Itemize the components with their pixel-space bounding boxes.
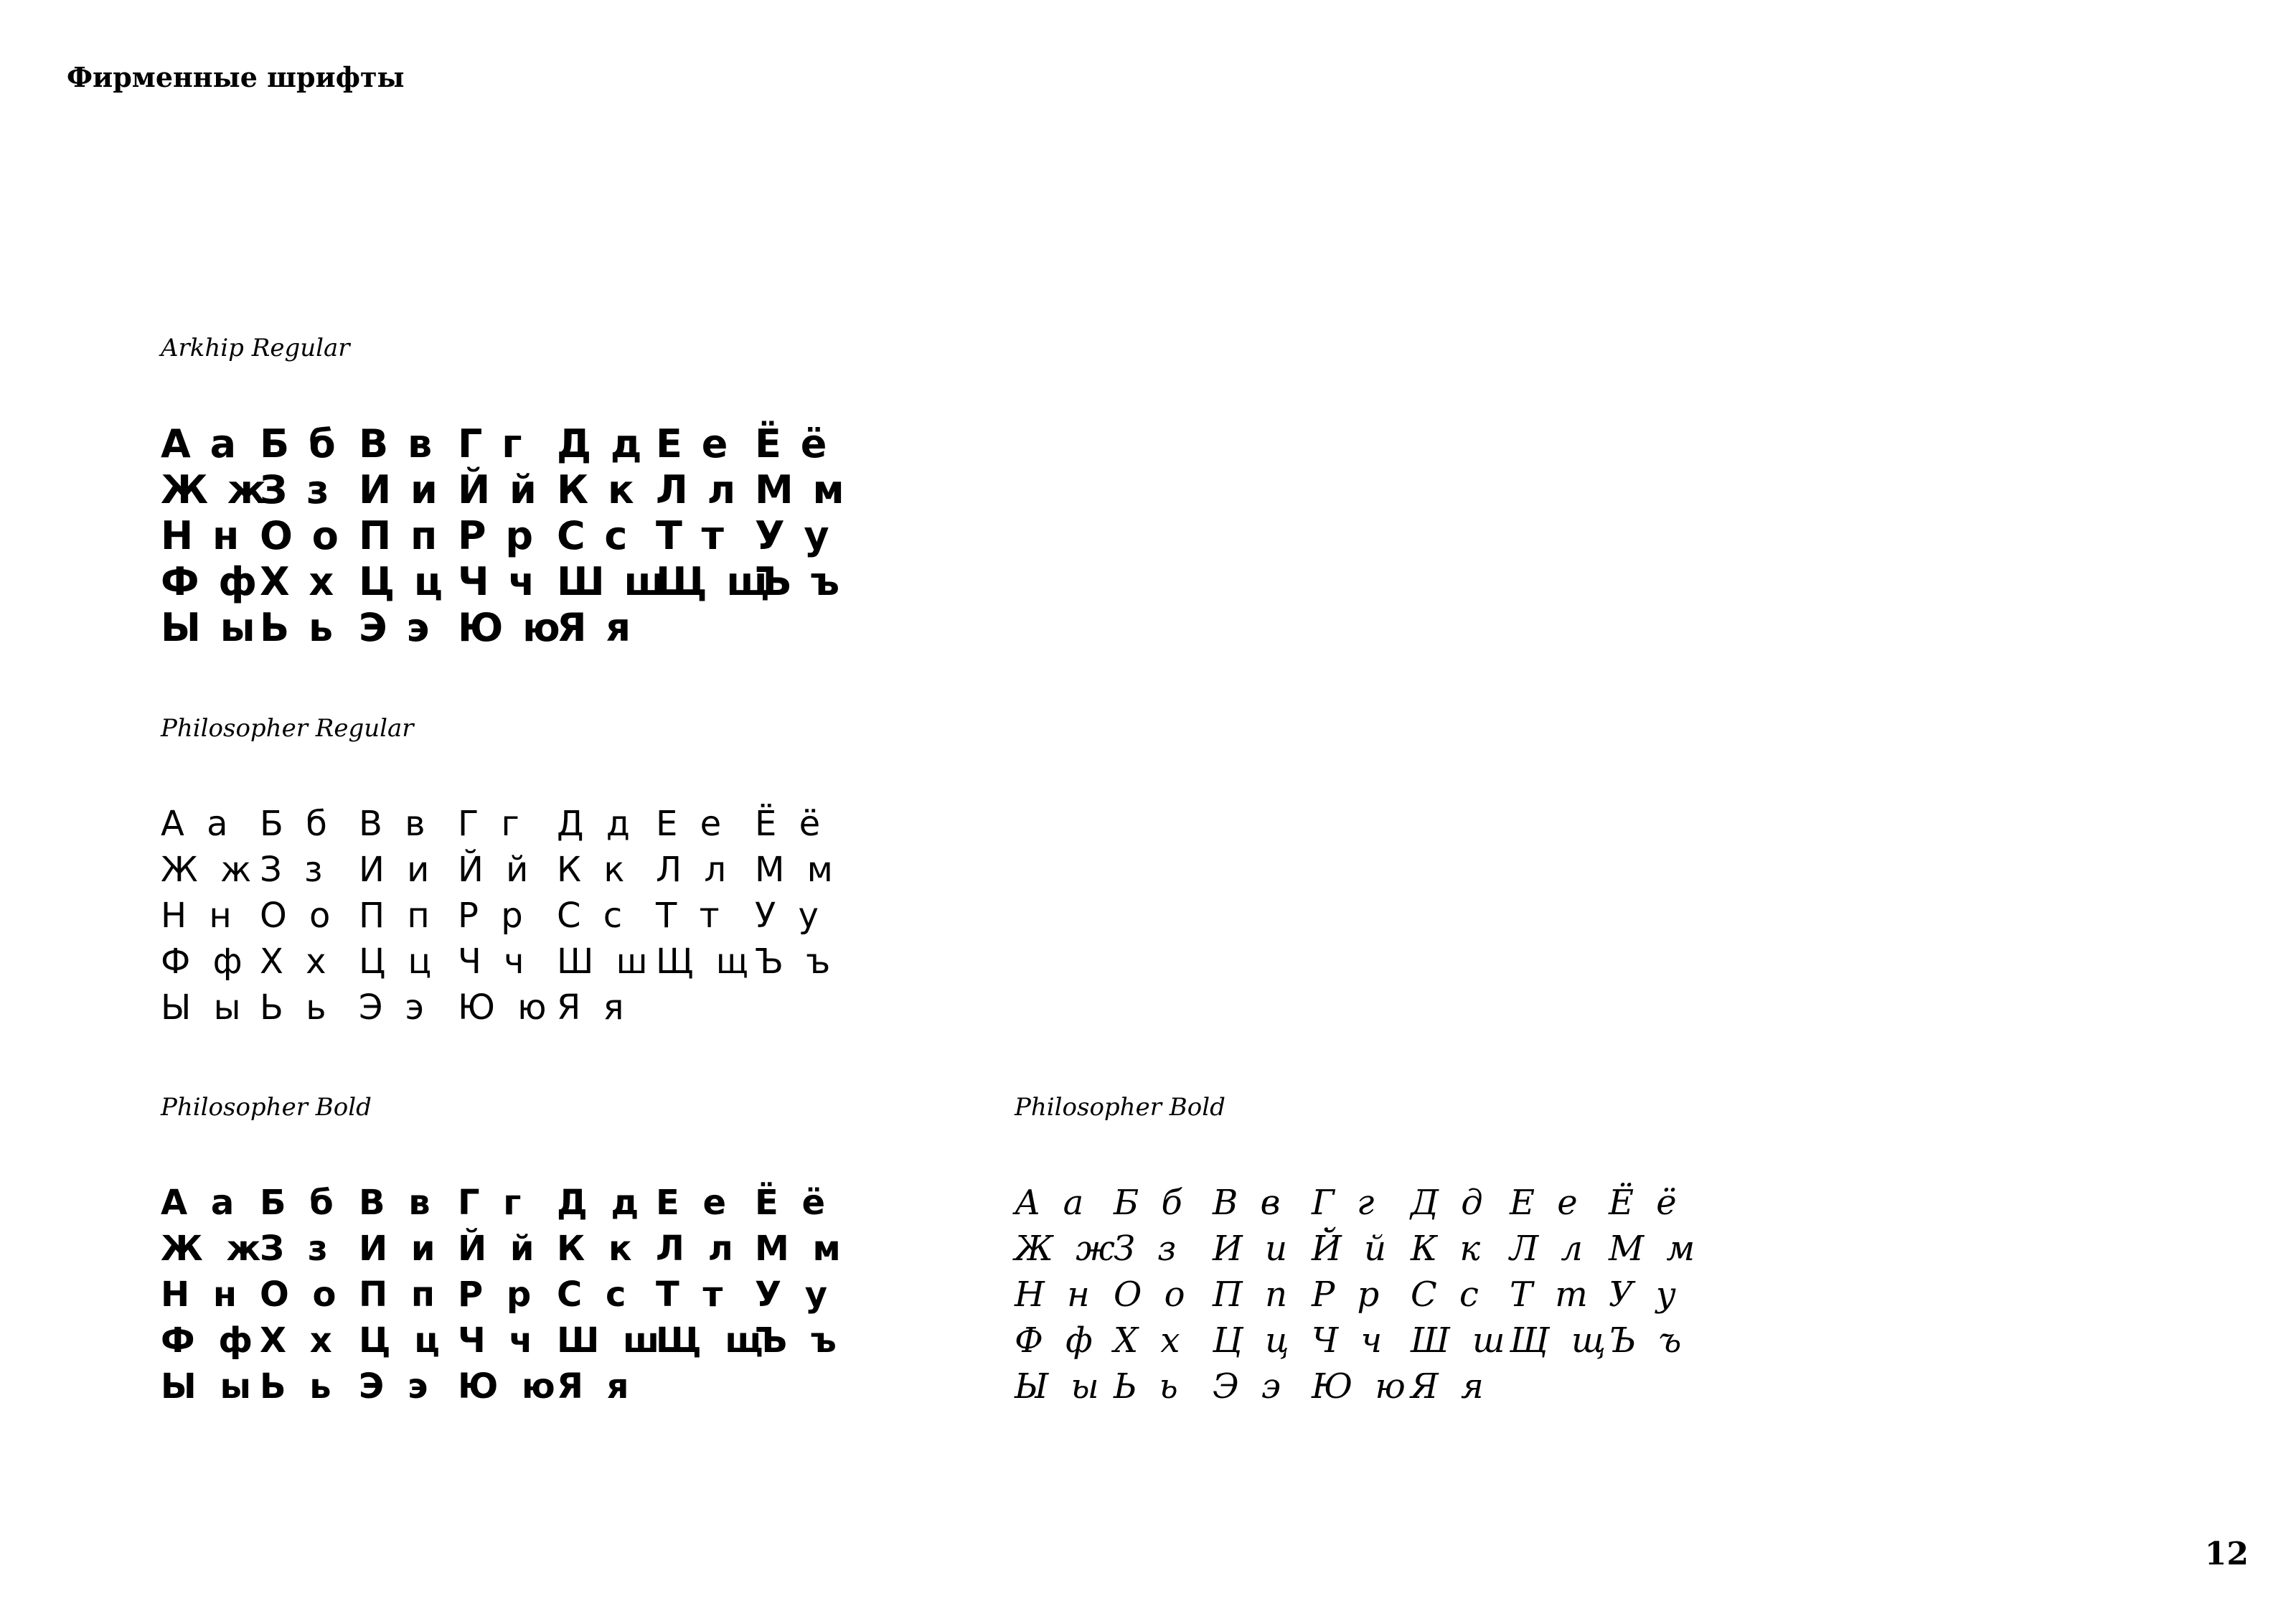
glyph-pair: Б б bbox=[1114, 1183, 1188, 1223]
glyph-pair: А а bbox=[1015, 1183, 1090, 1223]
glyph-pair: Х х bbox=[260, 1320, 338, 1361]
glyph-grid bbox=[161, 421, 854, 650]
glyph-pair: Т т bbox=[1510, 1275, 1594, 1315]
glyph-pair: Д д bbox=[557, 804, 636, 844]
glyph-pair: З з bbox=[260, 1229, 334, 1269]
glyph-pair: Ф ф bbox=[161, 942, 248, 982]
font-name-label: Philosopher Bold bbox=[1015, 1093, 1225, 1122]
glyph-pair: Ц ц bbox=[1213, 1320, 1295, 1361]
glyph-pair: Ё ё bbox=[755, 804, 827, 844]
glyph-pair: С с bbox=[557, 896, 629, 936]
glyph-pair: А а bbox=[161, 1183, 240, 1223]
glyph-pair: Ч ч bbox=[458, 558, 538, 604]
glyph-pair: О о bbox=[260, 1275, 342, 1315]
glyph-pair: О о bbox=[260, 512, 342, 558]
font-name-label: Arkhip Regular bbox=[161, 334, 350, 362]
glyph-pair: Ч ч bbox=[458, 942, 530, 982]
glyph-pair: Г г bbox=[458, 421, 525, 466]
glyph-pair: Д д bbox=[557, 1183, 645, 1223]
font-name-label: Philosopher Bold bbox=[161, 1093, 372, 1122]
glyph-pair: У у bbox=[755, 1275, 834, 1315]
glyph-pair: Ё ё bbox=[755, 421, 830, 466]
glyph-pair: М м bbox=[1609, 1229, 1701, 1269]
glyph-pair: Е е bbox=[656, 421, 731, 466]
glyph-pair: В в bbox=[359, 421, 436, 466]
glyph-pair: А а bbox=[161, 421, 240, 466]
glyph-pair: Ъ ъ bbox=[1609, 1320, 1688, 1361]
font-specimen-philosopher-bold bbox=[161, 1091, 854, 1407]
glyph-pair: Ш ш bbox=[1411, 1320, 1511, 1361]
glyph-pair: И и bbox=[359, 466, 441, 512]
glyph-pair: Ж ж bbox=[1015, 1229, 1121, 1269]
glyph-pair: Й й bbox=[1312, 1229, 1393, 1269]
glyph-pair: Н н bbox=[161, 896, 237, 936]
glyph-pair: У у bbox=[1609, 1275, 1682, 1315]
glyph-pair: Г г bbox=[458, 1183, 527, 1223]
glyph-pair: Х х bbox=[260, 558, 337, 604]
glyph-grid bbox=[1015, 1180, 1708, 1409]
glyph-pair: К к bbox=[557, 850, 631, 890]
glyph-pair: Т т bbox=[656, 1275, 729, 1315]
glyph-pair: П п bbox=[359, 1275, 441, 1315]
glyph-pair: Х х bbox=[1114, 1320, 1186, 1361]
glyph-pair: Л л bbox=[1510, 1229, 1589, 1269]
glyph-pair: И и bbox=[1213, 1229, 1294, 1269]
glyph-row bbox=[161, 512, 854, 558]
glyph-pair: Н н bbox=[161, 1275, 243, 1315]
glyph-pair: Ч ч bbox=[458, 1320, 539, 1361]
glyph-pair: Щ щ bbox=[656, 1320, 769, 1361]
glyph-pair: Ъ ъ bbox=[755, 558, 843, 604]
glyph-pair: С с bbox=[557, 512, 631, 558]
glyph-pair: В в bbox=[1213, 1183, 1286, 1223]
glyph-pair: Э э bbox=[359, 987, 430, 1028]
glyph-pair: Й й bbox=[458, 850, 535, 890]
glyph-pair: Ъ ъ bbox=[755, 942, 837, 982]
glyph-pair: П п bbox=[359, 512, 441, 558]
glyph-row bbox=[161, 939, 854, 985]
glyph-pair: Е е bbox=[656, 1183, 733, 1223]
glyph-pair: Б б bbox=[260, 804, 333, 844]
glyph-pair: Ь ь bbox=[260, 987, 332, 1028]
glyph-pair: Ф ф bbox=[1015, 1320, 1098, 1361]
glyph-pair: Ш ш bbox=[557, 558, 668, 604]
font-name-label: Philosopher Regular bbox=[161, 714, 414, 743]
glyph-pair: Й й bbox=[458, 466, 540, 512]
glyph-pair: И и bbox=[359, 1229, 441, 1269]
glyph-pair: О о bbox=[260, 896, 337, 936]
font-specimen-philosopher-bold-italic bbox=[1015, 1091, 1708, 1407]
glyph-grid bbox=[161, 1180, 854, 1409]
glyph-pair: В в bbox=[359, 1183, 436, 1223]
glyph-pair: Л л bbox=[656, 1229, 739, 1269]
glyph-pair: Г г bbox=[458, 804, 525, 844]
glyph-pair: Ц ц bbox=[359, 1320, 446, 1361]
glyph-pair: Ц ц bbox=[359, 558, 446, 604]
glyph-row bbox=[1015, 1272, 1708, 1318]
glyph-pair: З з bbox=[260, 850, 329, 890]
glyph-pair: Р р bbox=[458, 896, 529, 936]
glyph-pair: Щ щ bbox=[656, 942, 754, 982]
glyph-row bbox=[161, 893, 854, 939]
glyph-pair: И и bbox=[359, 850, 436, 890]
glyph-pair: Ю ю bbox=[458, 1366, 561, 1407]
glyph-pair: Щ щ bbox=[1510, 1320, 1612, 1361]
glyph-pair: Ш ш bbox=[557, 1320, 665, 1361]
glyph-pair: Е е bbox=[656, 804, 728, 844]
glyph-row bbox=[161, 801, 854, 847]
glyph-pair: Ф ф bbox=[161, 558, 260, 604]
glyph-pair: С с bbox=[1411, 1275, 1485, 1315]
glyph-pair: З з bbox=[1114, 1229, 1182, 1269]
glyph-pair: О о bbox=[1114, 1275, 1191, 1315]
glyph-pair: Ё ё bbox=[755, 1183, 832, 1223]
glyph-pair: Д д bbox=[1411, 1183, 1489, 1223]
glyph-pair: Ь ь bbox=[1114, 1366, 1184, 1407]
glyph-pair: Ю ю bbox=[1312, 1366, 1411, 1407]
glyph-pair: Я я bbox=[557, 987, 630, 1028]
glyph-pair: Й й bbox=[458, 1229, 540, 1269]
glyph-pair: Ж ж bbox=[161, 466, 269, 512]
glyph-row bbox=[161, 558, 854, 604]
glyph-pair: М м bbox=[755, 850, 839, 890]
page-number: 12 bbox=[2204, 1536, 2249, 1572]
glyph-pair: Ж ж bbox=[161, 850, 258, 890]
glyph-row bbox=[161, 1318, 854, 1363]
glyph-pair: М м bbox=[755, 1229, 847, 1269]
glyph-pair: Н н bbox=[161, 512, 243, 558]
glyph-pair: Ь ь bbox=[260, 1366, 337, 1407]
glyph-row bbox=[161, 604, 854, 650]
glyph-pair: Е е bbox=[1510, 1183, 1584, 1223]
glyph-pair: Ы ы bbox=[161, 1366, 257, 1407]
glyph-pair: Э э bbox=[359, 604, 433, 650]
glyph-row bbox=[161, 421, 854, 466]
glyph-pair: У у bbox=[755, 896, 824, 936]
glyph-pair: К к bbox=[557, 466, 637, 512]
glyph-pair: Ь ь bbox=[260, 604, 337, 650]
glyph-pair: Д д bbox=[557, 421, 645, 466]
glyph-pair: Ю ю bbox=[458, 987, 552, 1028]
glyph-pair: Н н bbox=[1015, 1275, 1096, 1315]
glyph-pair: Я я bbox=[1411, 1366, 1490, 1407]
glyph-pair: С с bbox=[557, 1275, 632, 1315]
glyph-pair: У у bbox=[755, 512, 832, 558]
glyph-pair: К к bbox=[1411, 1229, 1487, 1269]
glyph-pair: Л л bbox=[656, 466, 739, 512]
font-specimen-arkhip-regular bbox=[161, 332, 854, 650]
glyph-pair: Щ щ bbox=[656, 558, 773, 604]
glyph-row bbox=[1015, 1226, 1708, 1272]
glyph-pair: Ы ы bbox=[161, 987, 247, 1028]
glyph-pair: Б б bbox=[260, 421, 339, 466]
glyph-pair: В в bbox=[359, 804, 431, 844]
glyph-pair: П п bbox=[359, 896, 436, 936]
glyph-pair: Я я bbox=[557, 1366, 635, 1407]
glyph-pair: Г г bbox=[1312, 1183, 1380, 1223]
font-specimen-philosopher-regular bbox=[161, 712, 854, 1028]
glyph-pair: Р р bbox=[458, 1275, 537, 1315]
glyph-pair: Ц ц bbox=[359, 942, 438, 982]
glyph-row bbox=[161, 847, 854, 893]
glyph-pair: Х х bbox=[260, 942, 332, 982]
glyph-pair: Т т bbox=[656, 896, 725, 936]
glyph-pair: Т т bbox=[656, 512, 727, 558]
glyph-pair: М м bbox=[755, 466, 847, 512]
glyph-pair: К к bbox=[557, 1229, 638, 1269]
glyph-pair: Р р bbox=[458, 512, 537, 558]
glyph-row bbox=[161, 466, 854, 512]
glyph-pair: Э э bbox=[1213, 1366, 1286, 1407]
glyph-pair: Ш ш bbox=[557, 942, 654, 982]
glyph-pair: Ч ч bbox=[1312, 1320, 1388, 1361]
glyph-pair: Ф ф bbox=[161, 1320, 258, 1361]
glyph-pair: Ы ы bbox=[1015, 1366, 1105, 1407]
glyph-pair: З з bbox=[260, 466, 332, 512]
glyph-pair: Р р bbox=[1312, 1275, 1385, 1315]
glyph-row bbox=[161, 1226, 854, 1272]
glyph-grid bbox=[161, 801, 854, 1031]
glyph-row bbox=[1015, 1180, 1708, 1226]
glyph-pair: Ё ё bbox=[1609, 1183, 1683, 1223]
glyph-pair: Ъ ъ bbox=[755, 1320, 842, 1361]
glyph-row bbox=[1015, 1363, 1708, 1409]
glyph-pair: Б б bbox=[260, 1183, 339, 1223]
glyph-row bbox=[161, 1363, 854, 1409]
glyph-pair: П п bbox=[1213, 1275, 1294, 1315]
page-title: Фирменные шрифты bbox=[67, 61, 405, 93]
glyph-pair: Л л bbox=[656, 850, 733, 890]
glyph-pair: А а bbox=[161, 804, 234, 844]
glyph-pair: Ю ю bbox=[458, 604, 563, 650]
glyph-row bbox=[161, 985, 854, 1031]
glyph-pair: Я я bbox=[557, 604, 634, 650]
glyph-row bbox=[161, 1272, 854, 1318]
glyph-row bbox=[1015, 1318, 1708, 1363]
glyph-row bbox=[161, 1180, 854, 1226]
glyph-pair: Э э bbox=[359, 1366, 434, 1407]
glyph-pair: Ы ы bbox=[161, 604, 258, 650]
glyph-pair: Ж ж bbox=[161, 1229, 267, 1269]
